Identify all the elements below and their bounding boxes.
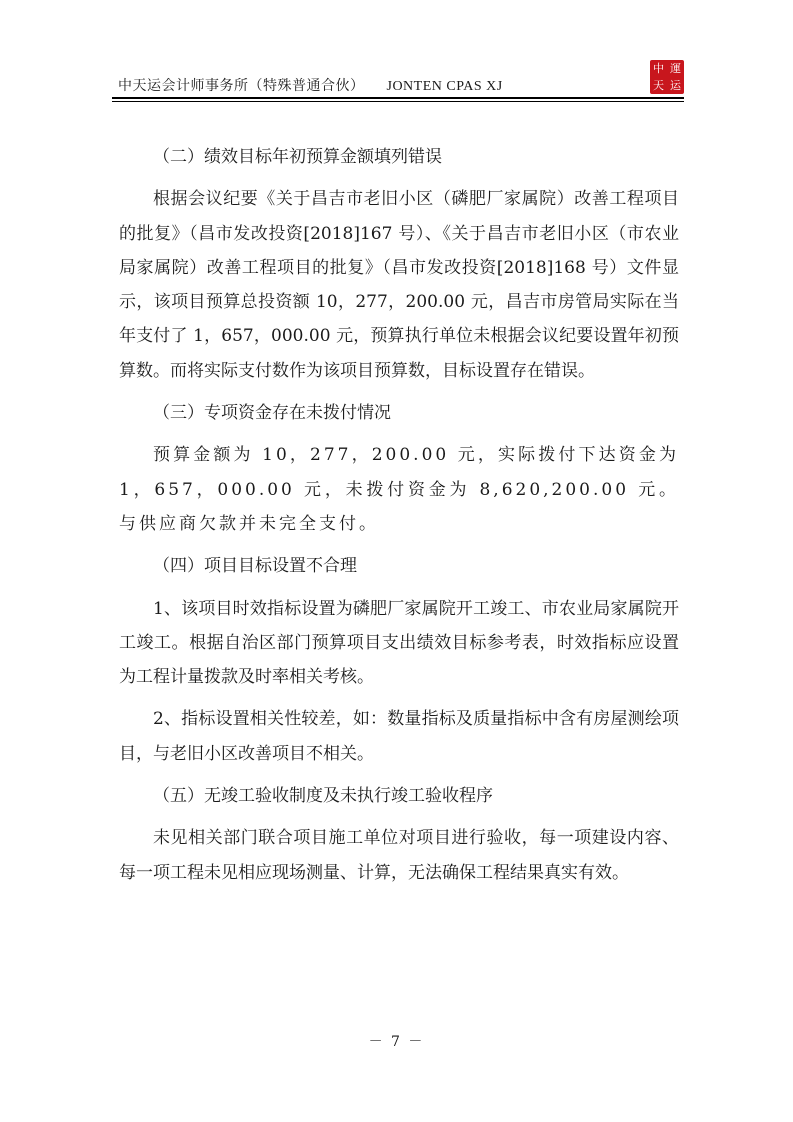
logo-char: 中	[653, 62, 664, 75]
section-heading-4: （四）项目目标设置不合理	[153, 556, 357, 577]
paragraph-budget-error: 根据会议纪要《关于昌吉市老旧小区（磷肥厂家属院）改善工程项目的批复》（昌市发改投资[2018]167 号）、《关于昌吉市老旧小区（市农业局家属院）改善工程项目的批复》（昌市发改投资[2018]168 号）文件显示，该项目预算总投资额 10，277，200.00 元，昌吉市房管局实际在当年支付了 1，657，000.00 元，预算执行单位未根据会议纪要设置年初预算数。而将实际支付数作为该项目预算数，目标设置存在错误。	[119, 189, 679, 381]
page-number: － 7 －	[368, 1034, 425, 1050]
logo-char: 運	[670, 62, 681, 75]
firm-logo-icon	[650, 60, 684, 94]
section-heading-5: （五）无竣工验收制度及未执行竣工验收程序	[153, 786, 493, 807]
document-body	[119, 140, 679, 898]
paragraph-item-2: 2、指标设置相关性较差，如：数量指标及质量指标中含有房屋测绘项目，与老旧小区改善项目不相关。	[119, 709, 679, 764]
header-rule-thick	[112, 97, 684, 99]
firm-name-cn: 中天运会计师事务所（特殊普通合伙）	[118, 78, 365, 94]
firm-name-en: JONTEN CPAS XJ	[386, 79, 503, 94]
section-heading-3: （三）专项资金存在未拨付情况	[153, 403, 391, 424]
logo-char: 运	[670, 79, 681, 92]
header-rule-thin	[112, 101, 684, 102]
paragraph-item-1: 1、该项目时效指标设置为磷肥厂家属院开工竣工、市农业局家属院开工竣工。根据自治区部门预算项目支出绩效目标参考表，时效指标应设置为工程计量拨款及时率相关考核。	[119, 598, 679, 688]
logo-char: 天	[653, 79, 664, 92]
section-heading-2: （二）绩效目标年初预算金额填列错误	[153, 147, 442, 167]
paragraph-acceptance: 未见相关部门联合项目施工单位对项目进行验收，每一项建设内容、每一项工程未见相应现场测量、计算，无法确保工程结果真实有效。	[119, 828, 679, 883]
running-header	[118, 75, 503, 95]
paragraph-unallocated-funds: 预算金额为 10，277，200.00 元，实际拨付下达资金为 1，657，000.00 元，未拨付资金为 8,620,200.00 元。与供应商欠款并未完全支付。	[119, 445, 679, 534]
